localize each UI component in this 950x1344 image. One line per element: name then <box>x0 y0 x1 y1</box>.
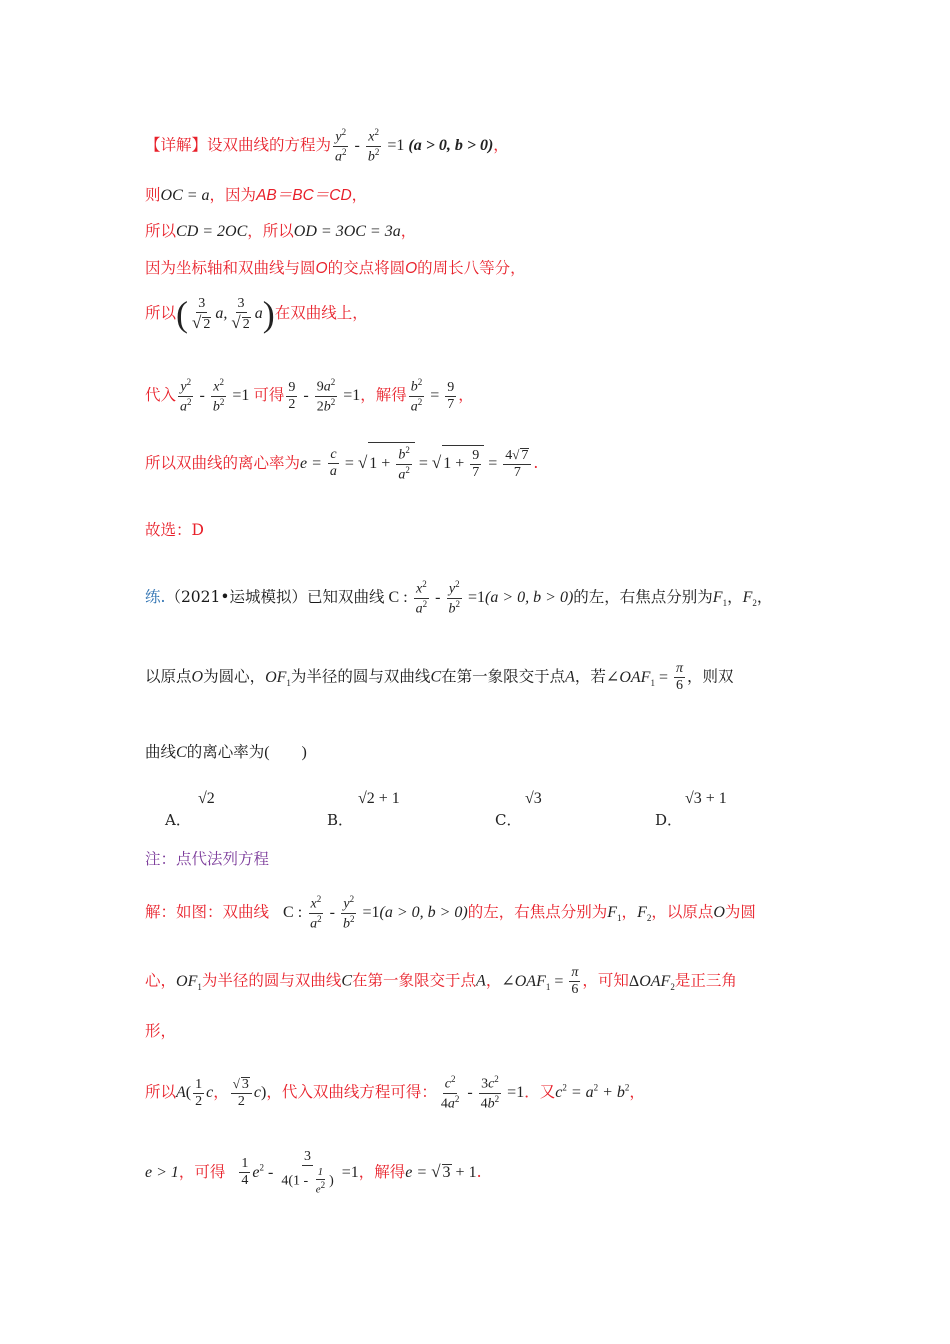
option-b-label: B． <box>327 811 354 829</box>
option-c-value: √3 <box>525 790 542 807</box>
detail-line-3: 所以CD = 2OC，所以OD = 3OC = 3a， <box>145 222 417 240</box>
practice-line-2: 以原点O为圆心，$OF_1$为半径的圆与双曲线C在第一象限交于点A，若$\angle OAF_1$ = $\frac{\pi}{6}$ ，则双 <box>145 661 734 693</box>
detail-intro: 设双曲线的方程为 <box>207 136 332 155</box>
solution-line-4: 所以A( $\frac{1}{2}$ c， $\frac{√ 3}{2}$ c)，代入双曲线方程可得： $\frac{c^2}{4a^2}$ - $\frac{3c^2}{4b^2}$ =1．又$c^2 = a^2 + b^2$， <box>145 1074 645 1112</box>
solution-line-2: 心，$OF_1$为半径的圆与双曲线C在第一象限交于点A，$\angle OAF_1$ = $\frac{\pi}{6}$ ，可知$\Delta OAF_2$是正三角 <box>145 965 737 997</box>
fraction-y2-a2: $\frac{y^2}{a^2}$ <box>335 127 347 165</box>
solution-line-1: 解：如图：双曲线 C : $\frac{x^2}{a^2}$ - $\frac{y^2}{b^2}$ =1(a > 0, b > 0)的左，右焦点分别为$F_1$，$F_2$，以原点O为圆 <box>145 894 756 932</box>
eq1-condition: (a > 0, b > 0) <box>408 137 494 155</box>
detail-line-2: 则OC = a，因为AB＝BC＝CD， <box>145 186 368 204</box>
practice-label: 练. <box>145 588 166 607</box>
option-a-value: √2 <box>198 790 215 807</box>
detail-line-4: 因为坐标轴和双曲线与圆O的交点将圆O的周长八等分， <box>145 259 526 277</box>
detail-line-7: 所以双曲线的离心率为e = $\frac{c}{a}$ = √ 1 + $\frac{b^2}{a^2}$ = √ 1 + $\frac{9}{7}$ = $\frac{4√ 7}{7}$ . <box>145 442 810 482</box>
fraction-3-sqrt2: $\frac{3}{√ 2}$ <box>192 295 211 332</box>
solution-line-5: e > 1，可得 $\frac{1}{4}$ $e^2$ - 3 4(1 - $\frac{1}{e^2}$ ) =1，解得e = √ 3 + 1. <box>145 1149 482 1196</box>
option-d-value: √3 + 1 <box>685 790 727 807</box>
detail-line-1: 【详解】设双曲线的方程为 $\frac{y^2}{a^2}$ - $\frac{x^2}{b^2}$ =1 (a > 0, b > 0)， <box>145 127 509 165</box>
detail-line-6: 代入 $\frac{y^2}{a^2}$ - $\frac{x^2}{b^2}$ =1 可得 $\frac{9}{2}$ - $\frac{9a^2}{2b^2}$ =1，解得 $\frac{b^2}{a^2}$ = $\frac{9}{7}$ ， <box>145 377 474 415</box>
fraction-x2-b2: $\frac{x^2}{b^2}$ <box>367 127 380 165</box>
math-cd-2oc: CD = 2OC <box>176 223 248 240</box>
math-oc-a: OC = a <box>160 187 210 204</box>
practice-line-3: 曲线C的离心率为( ) <box>145 743 307 761</box>
option-b-value: √2 + 1 <box>358 790 400 807</box>
fraction-3-sqrt2-b: $\frac{3}{√ 2}$ <box>231 295 250 332</box>
practice-line-1: 练.（2021•运城模拟）已知双曲线 C : $\frac{x^2}{a^2}$ - $\frac{y^2}{b^2}$ =1(a > 0, b > 0)的左，右焦点分别为$F_1$，$F_2$， <box>145 579 773 617</box>
detail-line-5: 所以( $\frac{3}{√ 2}$ a, $\frac{3}{√ 2}$ a)在双曲线上， <box>145 294 368 334</box>
option-c-label: C． <box>495 811 522 829</box>
note-line: 注：点代法列方程 <box>145 850 270 868</box>
solution-line-3: 形， <box>145 1022 177 1040</box>
option-a-label: A． <box>165 811 191 829</box>
relation-ab-bc-cd: AB＝BC＝CD <box>256 187 352 204</box>
math-od-3oc: OD = 3OC = 3a <box>293 223 401 240</box>
answer-line: 故选：D <box>145 521 204 539</box>
detail-bracket: 【详解】 <box>145 136 208 155</box>
option-d-label: D． <box>655 811 683 829</box>
